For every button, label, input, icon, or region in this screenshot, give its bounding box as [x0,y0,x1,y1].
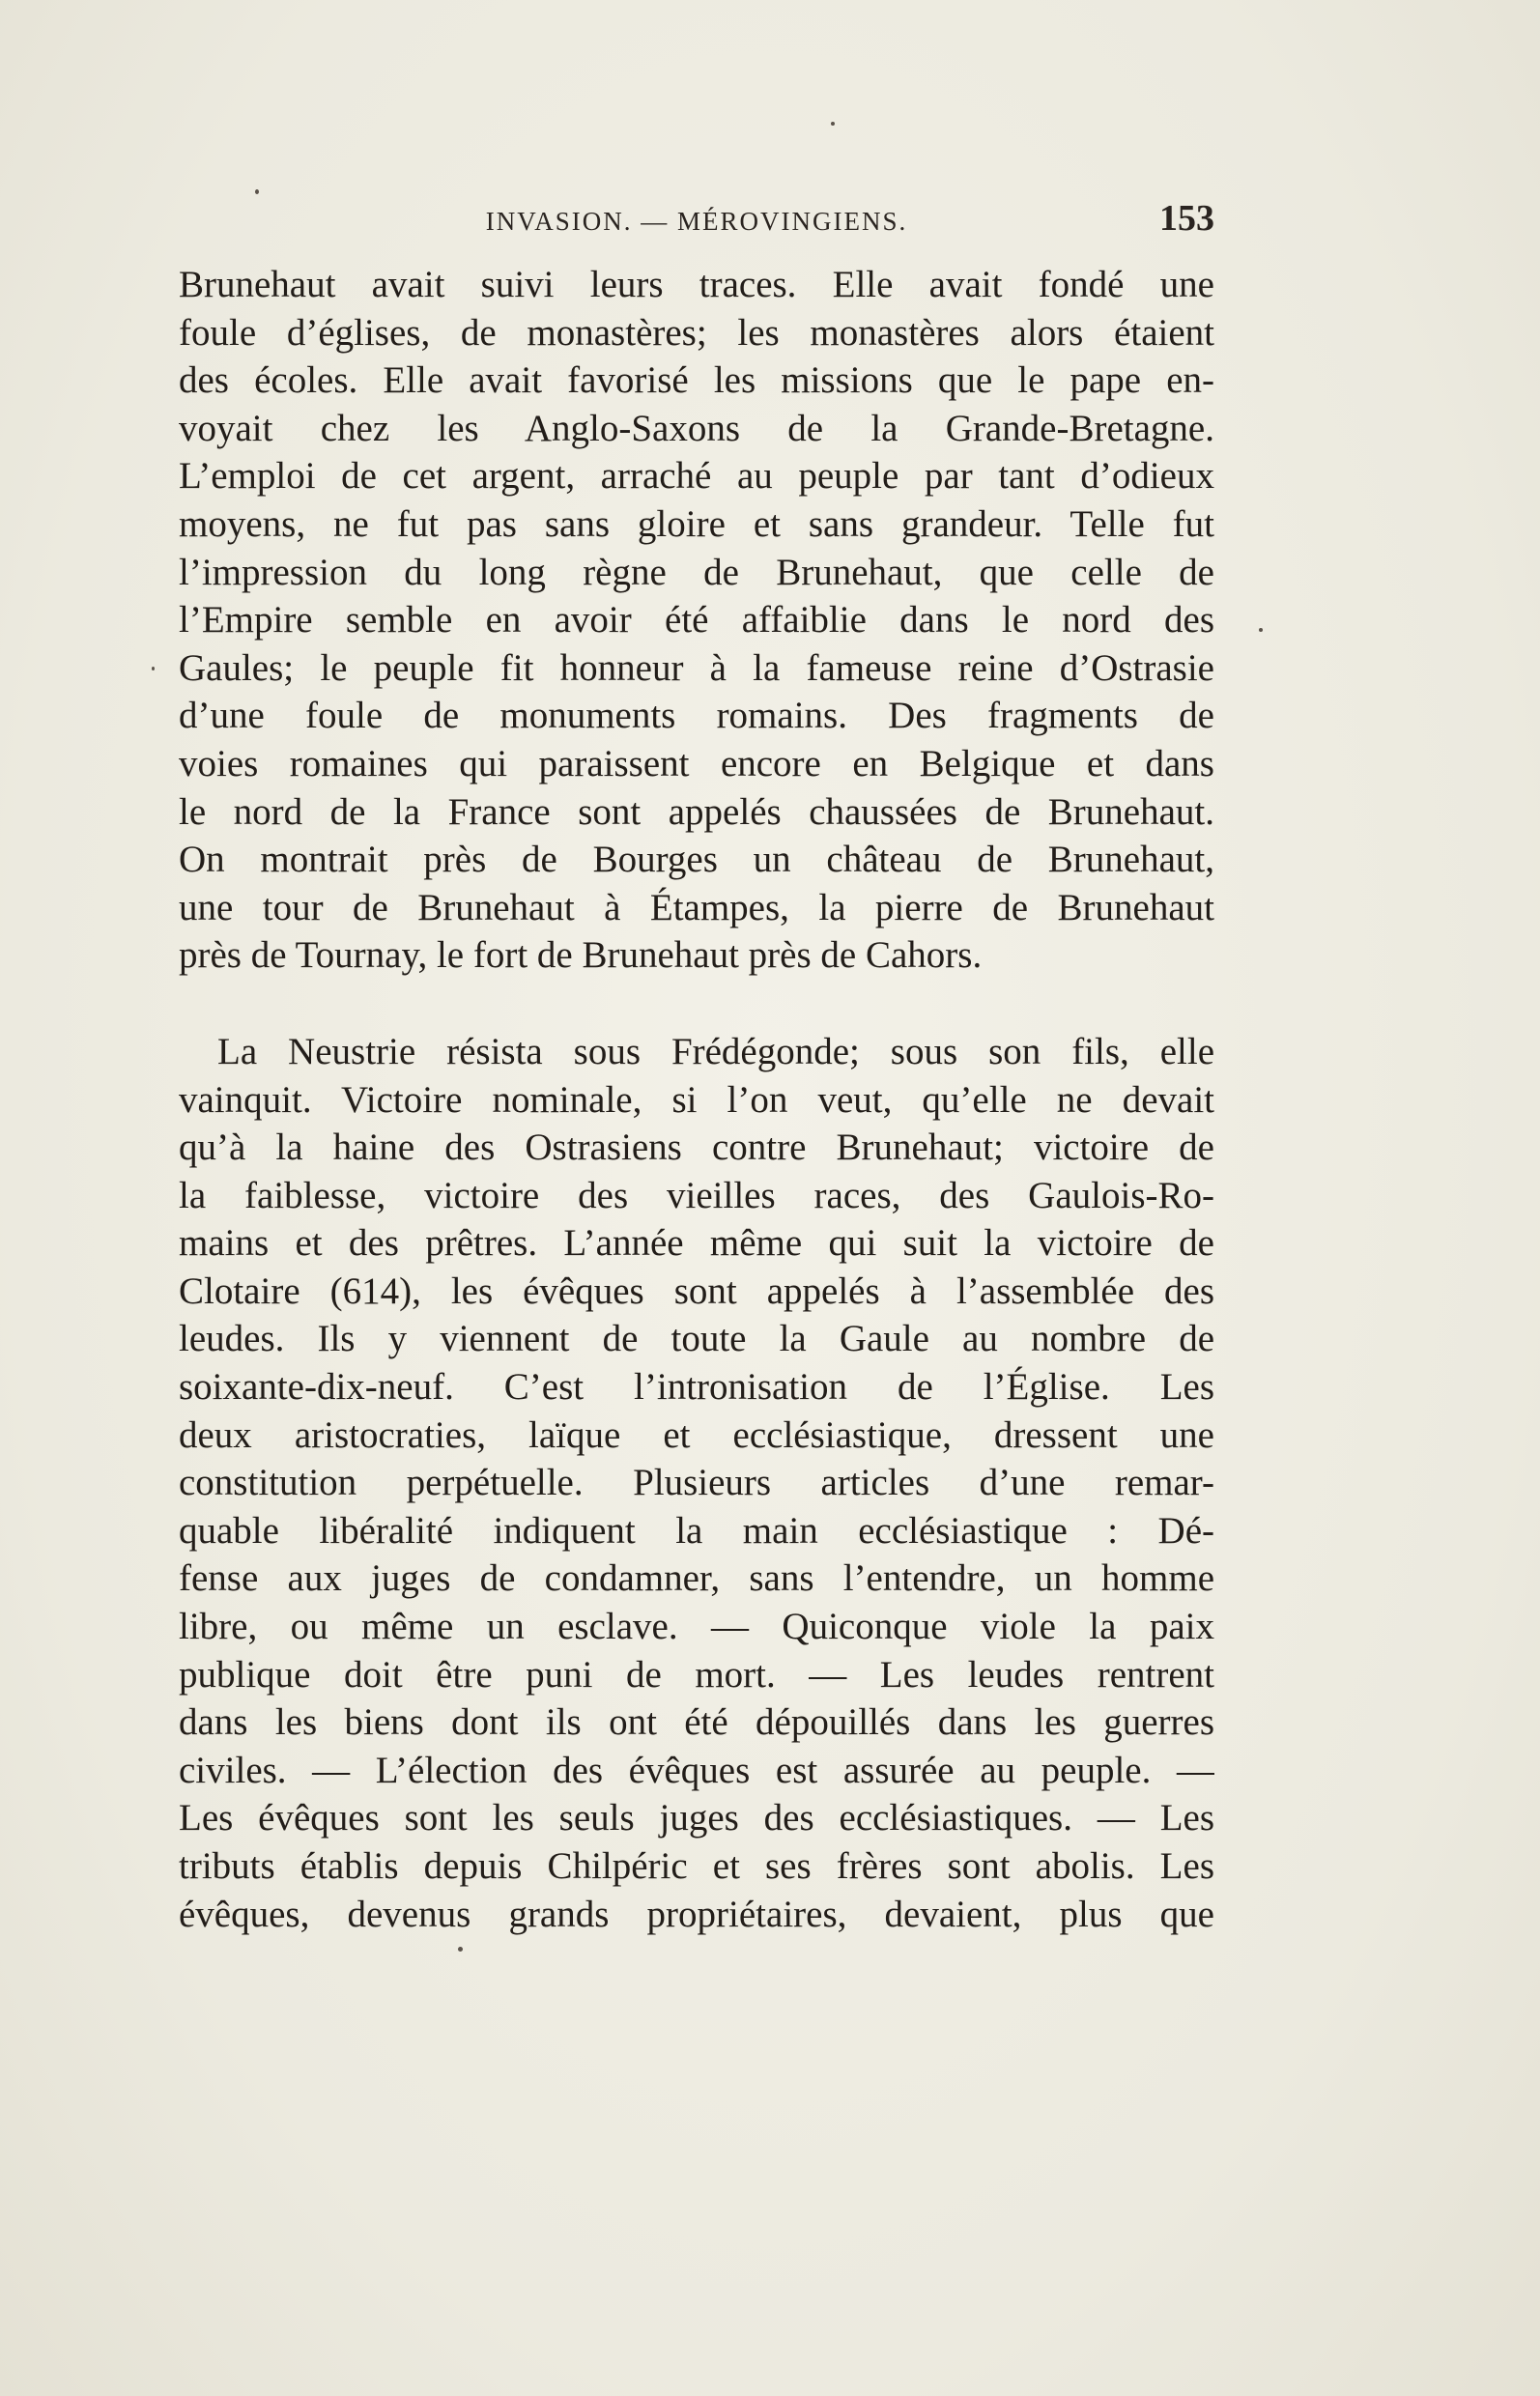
paper-speck [458,1947,463,1952]
text-line: quable libéralité indiquent la main ecclésiastique : Dé- [179,1509,1214,1552]
text-line: publique doit être puni de mort. — Les leudes rentrent [179,1653,1214,1696]
text-line: La Neustrie résista sous Frédégonde; sous son fils, elle [217,1030,1214,1072]
text-line: des écoles. Elle avait favorisé les missions que le pape en- [179,359,1214,402]
text-line: l’Empire semble en avoir été affaiblie dans le nord des [179,599,1214,642]
text-line: foule d’églises, de monastères; les monastères alors étaient [179,311,1214,354]
text-line: civiles. — L’élection des évêques est assurée au peuple. — [179,1749,1214,1791]
text-line: voies romaines qui paraissent encore en Belgique et dans [179,742,1214,784]
text-line: L’emploi de cet argent, arraché au peuple par tant d’odieux [179,455,1214,498]
text-line: tributs établis depuis Chilpéric et ses frères sont abolis. Les [179,1845,1214,1887]
text-line: Les évêques sont les seuls juges des ecclésiastiques. — Les [179,1797,1214,1840]
text-line: mains et des prêtres. L’année même qui suit la victoire de [179,1222,1214,1265]
page-header [179,197,1214,251]
text-line: d’une foule de monuments romains. Des fragments de [179,695,1214,737]
text-line: fense aux juges de condamner, sans l’entendre, un homme [179,1557,1214,1600]
text-line: vainquit. Victoire nominale, si l’on veut, qu’elle ne devait [179,1078,1214,1121]
paper-speck [152,667,155,670]
page-number: 153 [1159,198,1214,239]
text-line: voyait chez les Anglo-Saxons de la Grande-Bretagne. [179,407,1214,449]
paragraph [179,261,1214,980]
text-line: leudes. Ils y viennent de toute la Gaule au nombre de [179,1318,1214,1360]
text-line: une tour de Brunehaut à Étampes, la pierre de Brunehaut [179,886,1214,928]
running-title: INVASION. — MÉROVINGIENS. [485,207,908,236]
paragraph [179,1028,1214,1938]
text-line: le nord de la France sont appelés chaussées de Brunehaut. [179,790,1214,833]
paragraph-gap [179,980,1214,1028]
paper-speck [831,122,835,126]
body-text [179,261,1214,1938]
text-line: Gaules; le peuple fit honneur à la fameuse reine d’Ostrasie [179,646,1214,689]
paper-speck [255,189,259,194]
text-line: moyens, ne fut pas sans gloire et sans grandeur. Telle fut [179,502,1214,545]
text-line: Brunehaut avait suivi leurs traces. Elle avait fondé une [179,264,1214,305]
text-line: près de Tournay, le fort de Brunehaut près de Cahors. [179,934,983,977]
text-line: soixante-dix-neuf. C’est l’intronisation de l’Église. Les [179,1366,1214,1409]
text-line: Clotaire (614), les évêques sont appelés à l’assemblée des [179,1269,1214,1312]
text-line: la faiblesse, victoire des vieilles races, des Gaulois-Ro- [179,1174,1214,1216]
text-line: évêques, devenus grands propriétaires, devaient, plus que [179,1893,1214,1935]
text-line: constitution perpétuelle. Plusieurs articles d’une remar- [179,1462,1214,1504]
text-line: qu’à la haine des Ostrasiens contre Brunehaut; victoire de [179,1127,1214,1169]
text-line: libre, ou même un esclave. — Quiconque viole la paix [179,1606,1214,1648]
text-line: On montrait près de Bourges un château de Brunehaut, [179,839,1214,881]
text-line: l’impression du long règne de Brunehaut, que celle de [179,551,1214,593]
paper-speck [1259,628,1263,632]
text-line: dans les biens dont ils ont été dépouillés dans les guerres [179,1701,1214,1744]
text-line: deux aristocraties, laïque et ecclésiastique, dressent une [179,1413,1214,1456]
